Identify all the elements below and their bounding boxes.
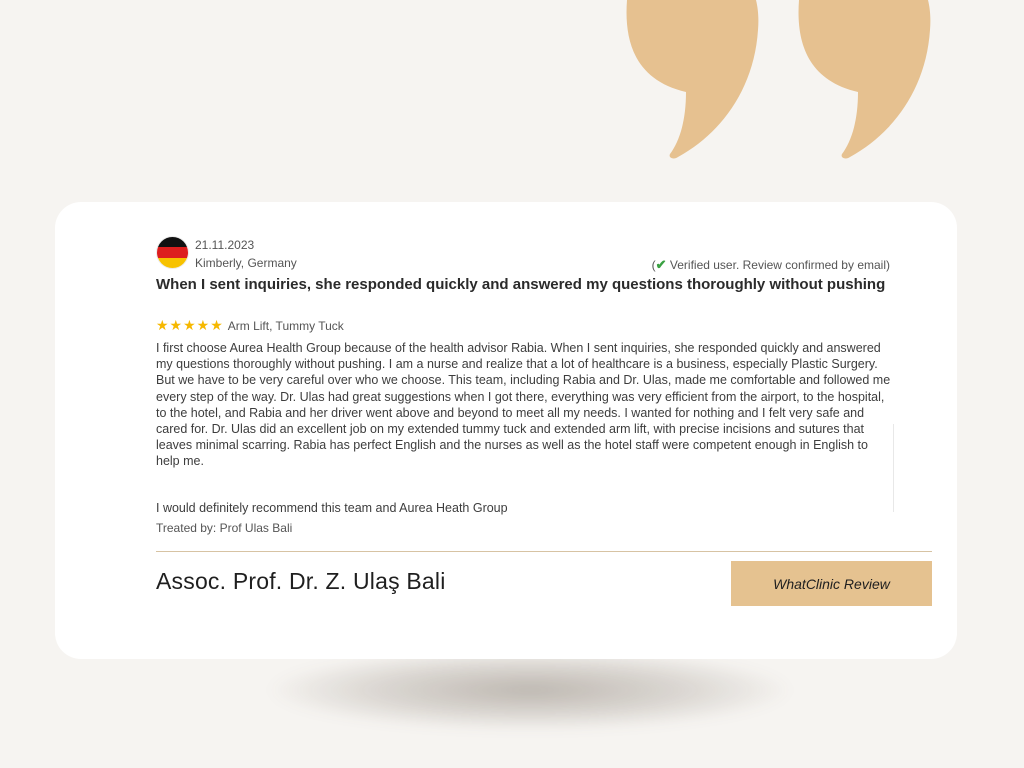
verified-badge <box>652 257 890 273</box>
divider <box>156 551 932 552</box>
review-card <box>55 202 957 659</box>
quote-icon <box>796 0 932 160</box>
card-shadow <box>270 650 790 730</box>
procedure-tags: Arm Lift, Tummy Tuck <box>227 318 344 333</box>
verified-prefix: ( <box>651 258 656 272</box>
check-icon: ✔ <box>655 257 667 272</box>
star-icon: ★★★★★ <box>156 317 224 333</box>
doctor-name: Assoc. Prof. Dr. Z. Ulaş Bali <box>156 568 446 594</box>
scroll-edge <box>893 424 894 512</box>
treated-by: Treated by: Prof Ulas Bali <box>156 521 293 535</box>
review-recommendation: I would definitely recommend this team and Aurea Heath Group <box>156 501 508 515</box>
quote-icon <box>624 0 760 160</box>
review-body: I first choose Aurea Health Group because of the health advisor Rabia. When I sent inquiries, she responded quickly and answered my questions thoroughly without pushing. I am a nurse and realize that a lot of healthcare is a business, especially Plastic Surgery. But we have to be very careful over who we choose. This team, including Rabia and Dr. Ulas, made me comfortable and followed me every step of the way. Dr. Ulas had great suggestions when I got there, everything was very efficient from the airport, to the hospital, to the hotel, and Rabia and her driver went above and beyond to meet all my needs. I wanted for nothing and I felt very safe and cared for. Dr. Ulas did an excellent job on my extended tummy tuck and extended arm lift, with precise incisions and sutures that leaves minimal scarring. Rabia has perfect English and the nurses as well as the hotel staff were competent enough in English to help me. <box>156 341 891 469</box>
rating-row <box>156 317 344 334</box>
verified-text: Verified user. Review confirmed by email) <box>666 258 890 272</box>
whatclinic-review-button[interactable]: WhatClinic Review <box>731 561 932 606</box>
reviewer-name: Kimberly, Germany <box>195 256 297 270</box>
review-block <box>156 235 896 545</box>
review-title: When I sent inquiries, she responded quickly and answered my questions thoroughly without pushing <box>156 276 886 293</box>
review-date: 21.11.2023 <box>195 238 255 252</box>
germany-flag <box>157 237 188 268</box>
